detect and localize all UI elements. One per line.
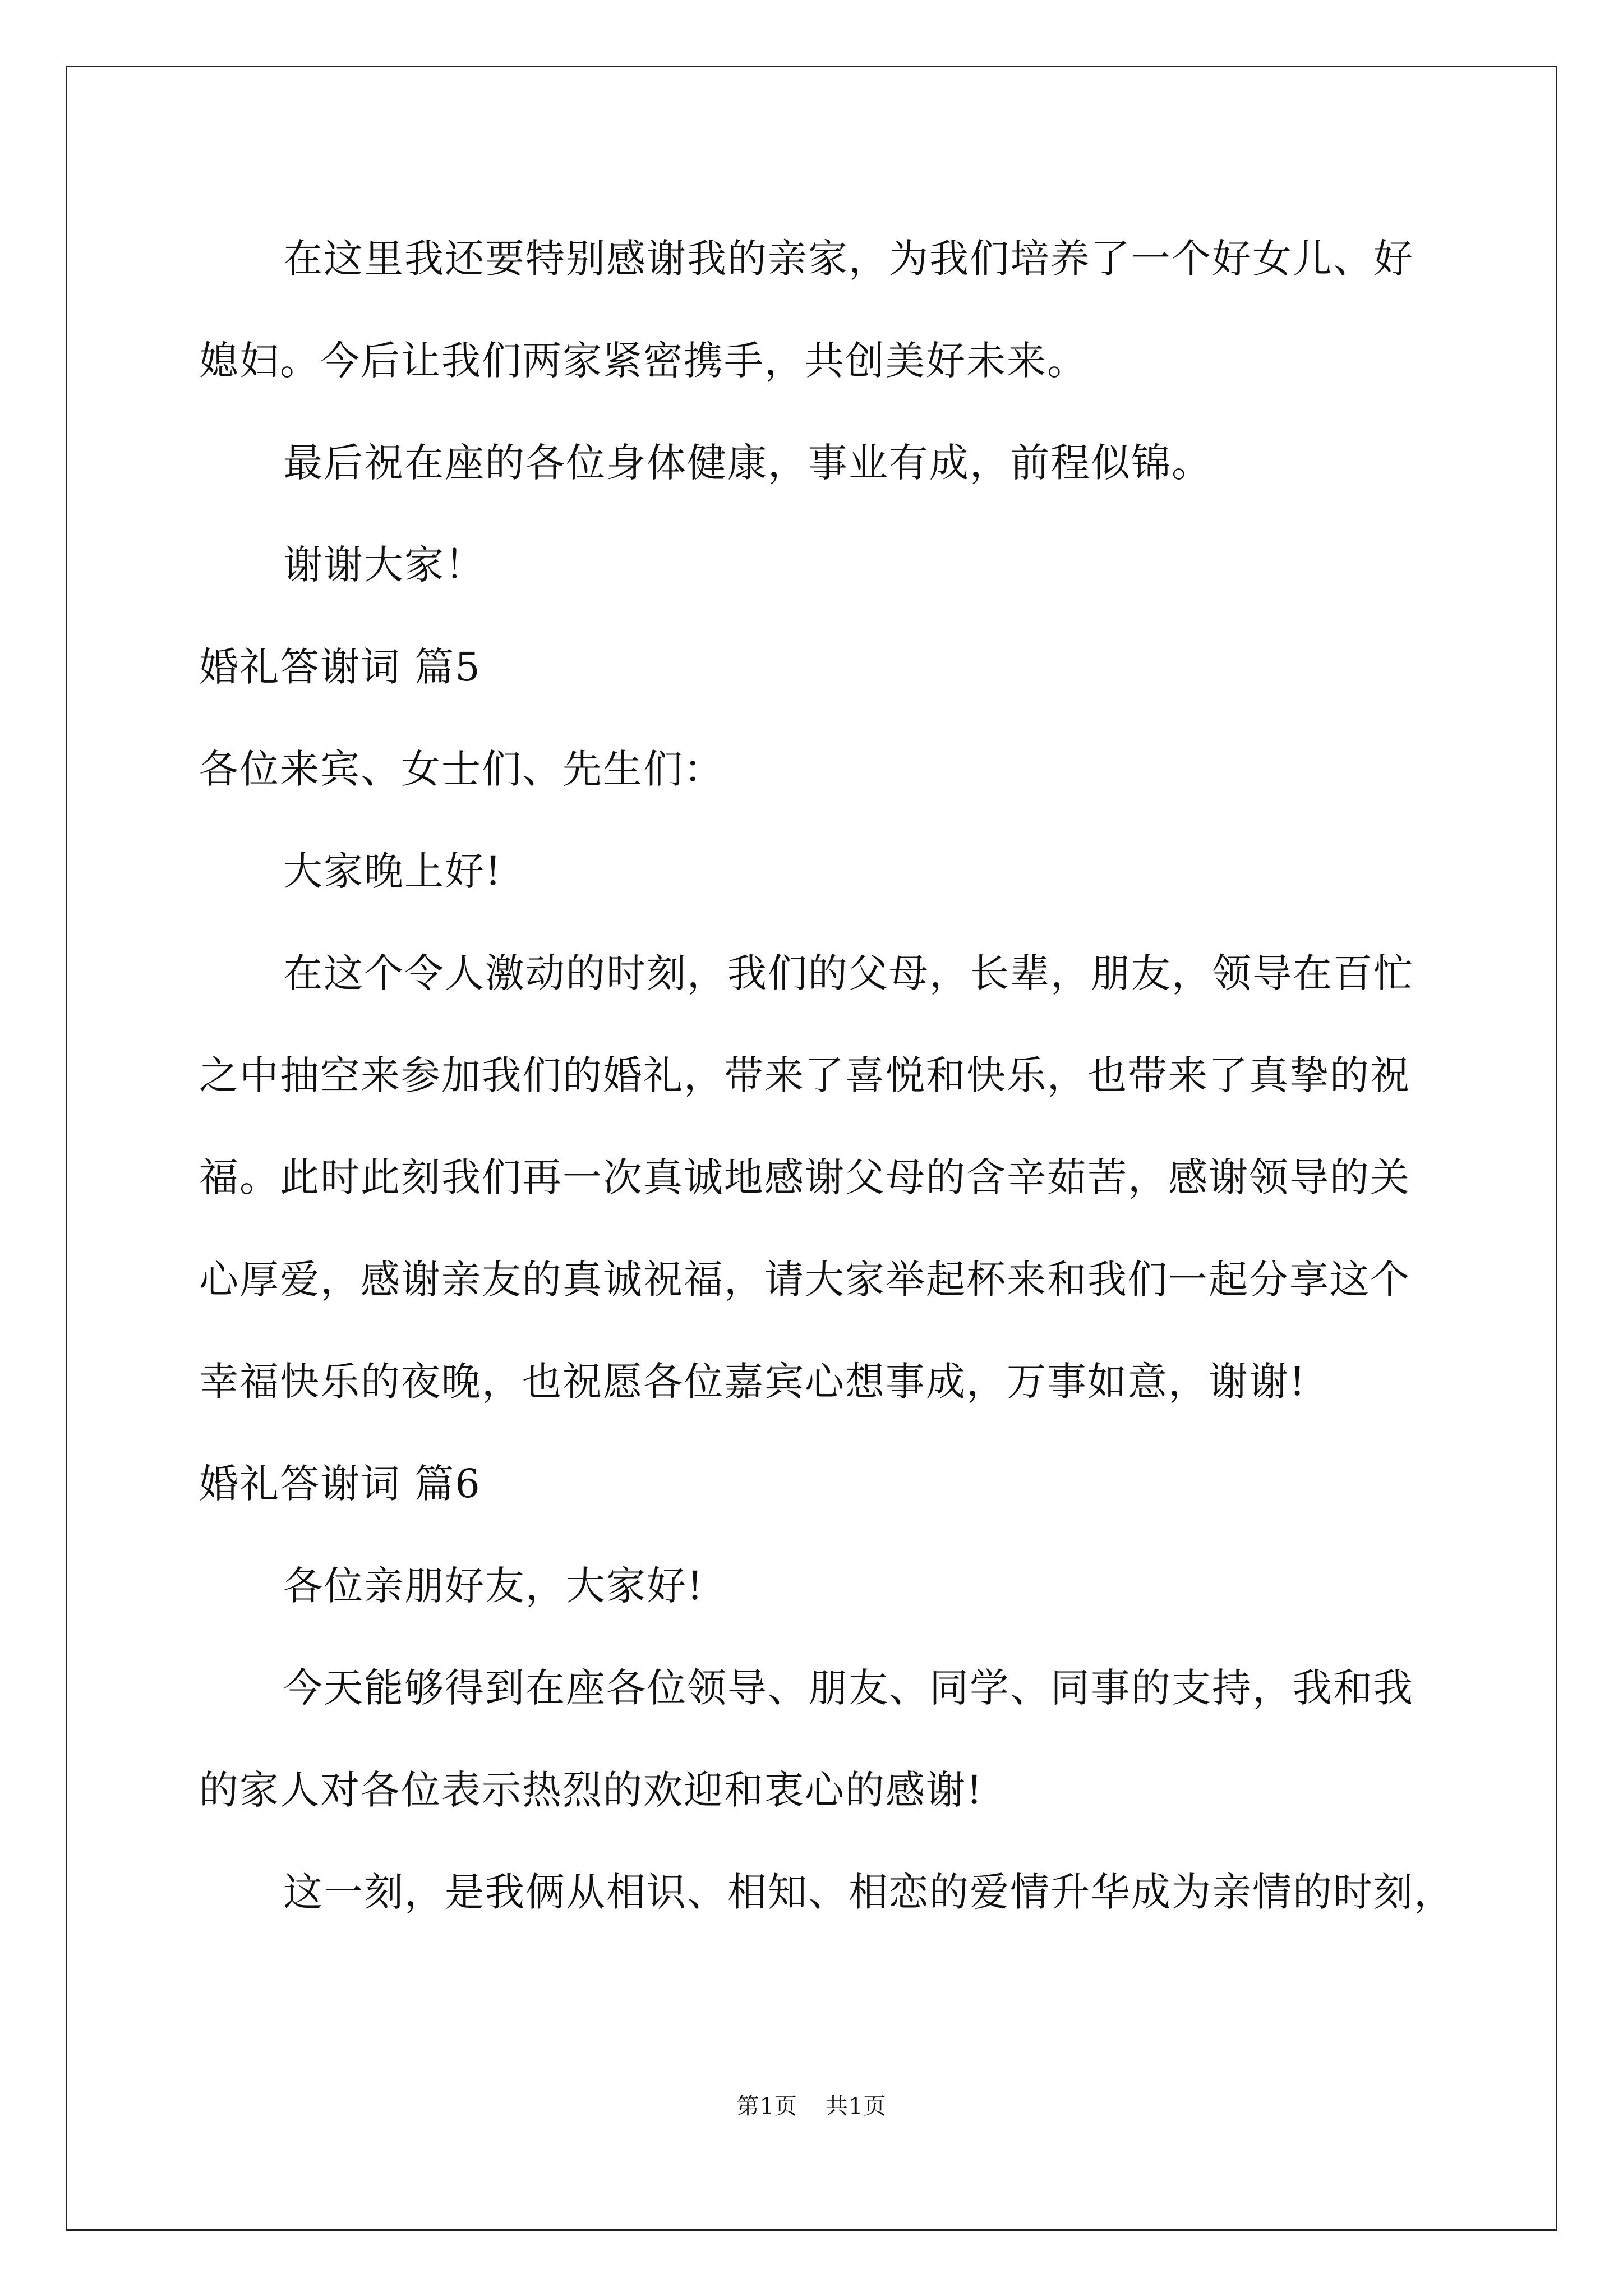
page-footer: [0, 2090, 1623, 2123]
paragraph-line: 各位亲朋好友，大家好!: [283, 1563, 704, 1609]
paragraph-line: 心厚爱，感谢亲友的真诚祝福，请大家举起杯来和我们一起分享这个: [199, 1257, 1410, 1303]
paragraph-line: 福。此时此刻我们再一次真诚地感谢父母的含辛茹苦，感谢领导的关: [199, 1154, 1410, 1200]
paragraph-line: 在这个令人激动的时刻，我们的父母，长辈，朋友，领导在百忙: [283, 950, 1414, 996]
paragraph-line: 这一刻，是我俩从相识、相知、相恋的爱情升华成为亲情的时刻，: [283, 1869, 1454, 1915]
paragraph-line: 谢谢大家！: [283, 542, 485, 588]
salutation: 各位来宾、女士们、先生们：: [199, 746, 724, 792]
paragraph-line: 最后祝在座的各位身体健康，事业有成，前程似锦。: [283, 440, 1212, 486]
paragraph-line: 之中抽空来参加我们的婚礼，带来了喜悦和快乐，也带来了真挚的祝: [199, 1052, 1410, 1098]
paragraph-line: 今天能够得到在座各位领导、朋友、同学、同事的支持，我和我: [283, 1665, 1414, 1711]
page-total: 共1页: [826, 2093, 887, 2119]
paragraph-line: 在这里我还要特别感谢我的亲家，为我们培养了一个好女儿、好: [283, 236, 1414, 282]
paragraph-line: 媳妇。今后让我们两家紧密携手，共创美好未来。: [199, 338, 1087, 384]
section-heading: 婚礼答谢词 篇5: [199, 644, 481, 690]
paragraph-line: 的家人对各位表示热烈的欢迎和衷心的感谢!: [199, 1767, 984, 1813]
paragraph-line: 大家晚上好!: [283, 848, 502, 894]
document-body: [199, 208, 1454, 1943]
paragraph-line: 幸福快乐的夜晚，也祝愿各位嘉宾心想事成，万事如意，谢谢!: [199, 1359, 1307, 1405]
page-number: 第1页: [736, 2093, 797, 2119]
section-heading: 婚礼答谢词 篇6: [199, 1461, 481, 1507]
